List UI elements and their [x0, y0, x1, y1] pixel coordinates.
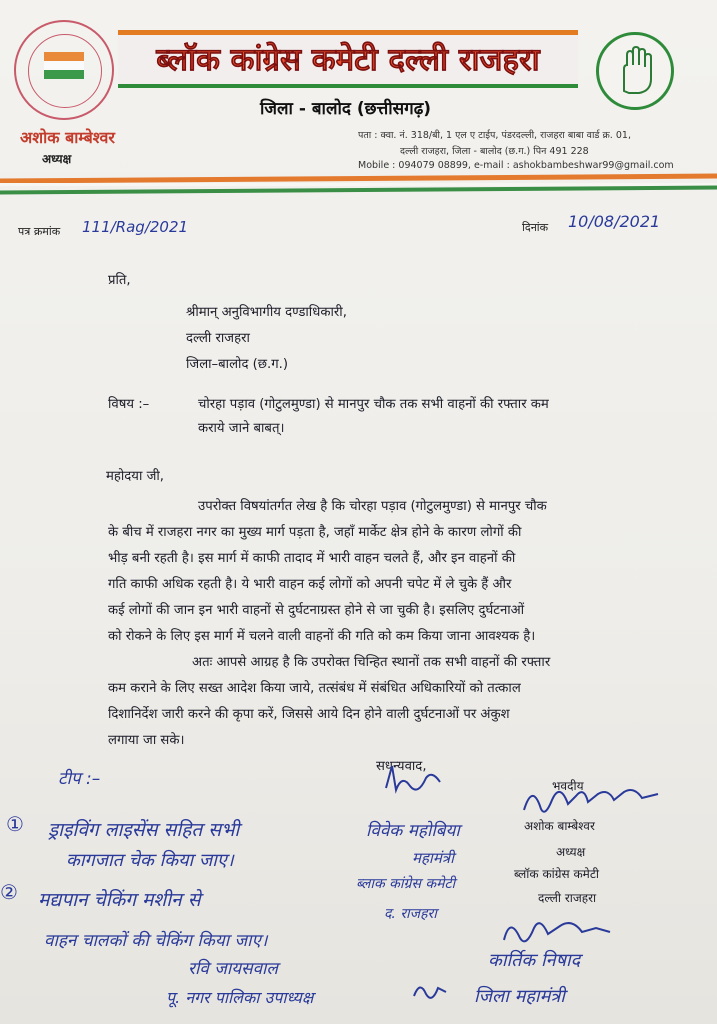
p2-line: दिशानिर्देश जारी करने की कृपा करें, जिससे आये दिन होने वाली दुर्घटनाओं पर अंकुश	[108, 707, 510, 722]
p2-line: कम कराने के लिए सख्त आदेश किया जाये, तत्संबंध में संबंधित अधिकारियों को तत्काल	[108, 681, 521, 696]
signatory-place: दल्ली राजहरा	[538, 891, 597, 905]
tip-label: टीप :–	[58, 769, 101, 789]
sig1-name: विवेक महोबिया	[366, 821, 460, 841]
salutation: महोदया जी,	[106, 469, 164, 484]
subject-line-1: चोरहा पड़ाव (गोटुलमुण्डा) से मानपुर चौक तक सभी वाहनों की रफ्तार कम	[198, 397, 549, 412]
contact-line: Mobile : 094079 08899, e-mail : ashokbambeshwar99@gmail.com	[358, 160, 674, 171]
note2-number: ②	[0, 880, 18, 904]
address-line-1: पता : क्वा. नं. 318/बी, 1 एल ए टाईप, पंडरदल्ली, राजहरा बाबा वार्ड क्र. 01,	[358, 130, 631, 141]
note2-line2: वाहन चालकों की चेकिंग किया जाए।	[44, 931, 268, 951]
sig3-role: जिला महामंत्री	[474, 986, 565, 1007]
p1-line: उपरोक्त विषयांतर्गत लेख है कि चोरहा पड़ाव (गोटुलमुण्डा) से मानपुर चौक	[198, 499, 547, 514]
saffron-stripe	[0, 173, 717, 183]
vivek-signature-icon	[380, 760, 450, 800]
note1-line1: ड्राइविंग लाइसेंस सहित सभी	[48, 819, 240, 841]
note1-number: ①	[6, 812, 24, 836]
kartik-signature-icon	[496, 908, 616, 952]
signatory-name: अशोक बाम्बेश्वर	[524, 819, 595, 833]
sig1-place: द. राजहरा	[384, 906, 437, 922]
sig1-org: ब्लाक कांग्रेस कमेटी	[356, 876, 456, 892]
sig3-name: कार्तिक निषाद	[488, 950, 581, 971]
sig2-name: रवि जायसवाल	[188, 959, 278, 979]
p2-line: लगाया जा सके।	[108, 733, 185, 748]
date-value: 10/08/2021	[568, 212, 661, 231]
p1-line: गति काफी अधिक रहती है। ये भारी वाहन कई लोगों को अपनी चपेट में ले चुके हैं और	[108, 577, 512, 592]
president-name: अशोक बाम्बेश्वर	[20, 128, 115, 147]
president-signature-icon	[518, 776, 668, 824]
closing: भवदीय	[552, 779, 584, 793]
note2-line1: मद्यपान चेकिंग मशीन से	[38, 889, 201, 911]
recipient-line-3: जिला–बालोद (छ.ग.)	[186, 357, 288, 372]
recipient-line-1: श्रीमान् अनुविभागीय दण्डाधिकारी,	[186, 305, 347, 320]
sig1-role: महामंत्री	[412, 849, 454, 867]
letter-no-label: पत्र क्रमांक	[18, 225, 61, 238]
note1-line2: कागजात चेक किया जाए।	[66, 850, 234, 871]
p1-line: के बीच में राजहरा नगर का मुख्य मार्ग पड़ता है, जहाँ मार्केट क्षेत्र होने के कारण लोगों की	[108, 525, 522, 540]
signatory-role: अध्यक्ष	[556, 845, 586, 859]
sig2-role: पू. नगर पालिका उपाध्यक्ष	[166, 988, 314, 1007]
p1-line: भीड़ बनी रहती है। इस मार्ग में काफी तादाद में भारी वाहन चलते हैं, और इन वाहनों की	[108, 551, 516, 566]
recipient-line-2: दल्ली राजहरा	[186, 331, 250, 346]
p1-line: कई लोगों की जान इन भारी वाहनों से दुर्घटनाग्रस्त होने से जा चुकी है। इसलिए दुर्घटनाओं	[108, 603, 525, 618]
date-label: दिनांक	[522, 221, 549, 234]
green-stripe	[0, 185, 717, 194]
subject-line-2: कराये जाने बाबत्।	[198, 421, 285, 436]
sig2-initial-icon	[410, 976, 450, 1006]
thanks: सधन्यवाद,	[376, 759, 427, 774]
flag-icon	[44, 52, 84, 80]
signatory-org: ब्लॉक कांग्रेस कमेटी	[514, 867, 600, 881]
address-line-2: दल्ली राजहरा, जिला - बालोद (छ.ग.) पिन 491 228	[400, 146, 589, 157]
district-line: जिला - बालोद (छत्तीसगढ़)	[260, 99, 432, 119]
congress-hand-logo-icon	[596, 32, 674, 110]
letter-no-value: 111/Rag/2021	[82, 218, 189, 236]
letterhead-title: ब्लॉक कांग्रेस कमेटी दल्ली राजहरा	[156, 42, 540, 78]
p2-line: अतः आपसे आग्रह है कि उपरोक्त चिन्हित स्थानों तक सभी वाहनों की रफ्तार	[192, 655, 551, 670]
prati: प्रति,	[108, 273, 131, 288]
congress-seal-icon	[14, 20, 114, 120]
subject-label: विषय :–	[108, 397, 150, 412]
p1-line: को रोकने के लिए इस मार्ग में चलने वाली वाहनों की गति को कम किया जाना आवश्यक है।	[108, 629, 536, 644]
president-role: अध्यक्ष	[42, 152, 72, 166]
